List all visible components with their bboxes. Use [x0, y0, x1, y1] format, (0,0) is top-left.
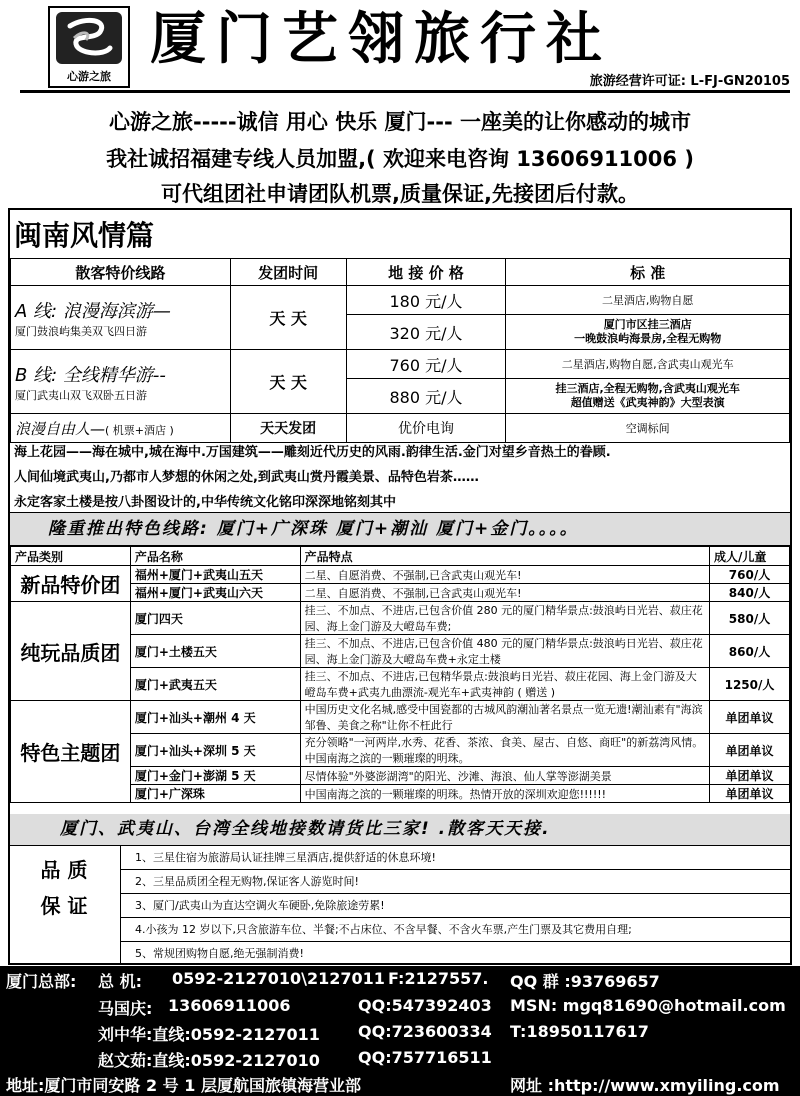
product-name: 厦门+武夷五天 [130, 668, 300, 701]
quality-item: 1、三星住宿为旅游局认证挂牌三星酒店,提供舒适的休息环境! [121, 846, 791, 870]
line-b-time: 天 天 [230, 350, 346, 414]
line-a-sub: 厦门鼓浪屿集美双飞四日游 [15, 324, 147, 338]
featured-routes-banner: 隆重推出特色线路: 厦门+广深珠 厦门+潮汕 厦门+金门。。。。 [10, 512, 790, 546]
header-route: 散客特价线路 [11, 259, 231, 286]
contact-1-name: 马国庆: [98, 999, 153, 1018]
company-name: 厦门艺翎旅行社 [150, 7, 612, 72]
description-1: 海上花园——海在城中,城在海中.万国建筑——雕刻近代历史的风雨.韵律生活.金门对望乡音热土的眷顾. [14, 445, 611, 460]
line-a-price-1: 180 元/人 [346, 286, 506, 315]
hq-label: 厦门总部: [6, 972, 77, 991]
contact-footer [0, 966, 800, 1096]
product-price: 单团单议 [710, 767, 790, 785]
contact-3-phone[interactable]: 赵文茹:直线:0592-2127010 [98, 1051, 320, 1070]
free-time: 天天发团 [230, 414, 346, 443]
main-phone[interactable]: 0592-2127010\2127011 [172, 969, 385, 988]
product-price: 760/人 [710, 566, 790, 584]
contact-2-mobile[interactable]: T:18950117617 [510, 1022, 649, 1041]
contact-1-phone[interactable]: 13606911006 [168, 996, 291, 1015]
product-name: 厦门+土楼五天 [130, 635, 300, 668]
product-feature: 中国历史文化名城,感受中国瓷都的古城风韵潮汕著名景点一览无遗!潮汕素有"海滨邹鲁、美食之称"让你不枉此行 [300, 701, 709, 734]
category-new: 新品特价团 [11, 566, 131, 602]
product-price: 单团单议 [710, 734, 790, 767]
header-standard: 标 准 [506, 259, 790, 286]
category-quality: 纯玩品质团 [11, 602, 131, 701]
quality-item: 3、厦门/武夷山为直达空调火车硬卧,免除旅途劳累! [121, 894, 791, 918]
slogan-line-2: 我社诚招福建专线人员加盟,( 欢迎来电咨询 13606911006 ) [106, 147, 694, 171]
contact-1-qq: QQ:547392403 [358, 996, 492, 1015]
line-a-price-2: 320 元/人 [346, 315, 506, 350]
line-b-standard-1: 二星酒店,购物自愿,含武夷山观光车 [506, 350, 790, 379]
header-features: 产品特点 [300, 547, 709, 566]
product-feature: 二星、自愿消费、不强制,已含武夷山观光车! [300, 584, 709, 602]
line-a-title: A 线: 浪漫海滨游— [15, 300, 171, 322]
product-feature: 充分领略"一河两岸,水秀、花香、茶浓、食美、屋古、自悠、商旺"的新荔湾风情。中国南海之滨的一颗璀璨的明珠。 [300, 734, 709, 767]
contact-2-qq: QQ:723600334 [358, 1022, 492, 1041]
quality-label-line-1: 品 质 [40, 858, 88, 882]
route-price-table [10, 258, 790, 443]
address: 地址:厦门市同安路 2 号 1 层厦航国旅镇海营业部 [6, 1076, 361, 1095]
free-sub: ( 机票+酒店 ) [105, 423, 174, 437]
line-b-sub: 厦门武夷山双飞双卧五日游 [15, 388, 147, 402]
product-name: 厦门+汕头+深圳 5 天 [130, 734, 300, 767]
line-a-cell [11, 286, 231, 350]
line-b-title: B 线: 全线精华游-- [15, 364, 166, 386]
line-b-price-1: 760 元/人 [346, 350, 506, 379]
header-adult-child: 成人/儿童 [710, 547, 790, 566]
product-feature: 尽情体验"外婆澎湖湾"的阳光、沙滩、海浪、仙人掌等澎湖美景 [300, 767, 709, 785]
product-name: 厦门+广深珠 [130, 785, 300, 803]
quality-item: 5、常规团购物自愿,绝无强制消费! [135, 947, 304, 960]
product-feature: 挂三、不加点、不进店,已包含价值 480 元的厦门精华景点:鼓浪屿日光岩、菽庄花园、海上金门游及大嶝岛车费+永定土楼 [300, 635, 709, 668]
product-name: 厦门+汕头+潮州 4 天 [130, 701, 300, 734]
description-2: 人间仙境武夷山,乃都市人梦想的休闲之处,到武夷山赏丹霞美景、品特色岩茶…… [14, 470, 479, 485]
header-category: 产品类别 [11, 547, 131, 566]
product-price: 580/人 [710, 602, 790, 635]
product-table [10, 546, 790, 803]
line-a-standard-1: 二星酒店,购物自愿 [506, 286, 790, 315]
line-b-cell [11, 350, 231, 414]
free-cell [11, 414, 231, 443]
msn-contact[interactable]: MSN: mgq81690@hotmail.com [510, 996, 786, 1015]
header-price: 地 接 价 格 [346, 259, 506, 286]
qq-group: QQ 群 :93769657 [510, 972, 660, 991]
logo [48, 6, 130, 88]
category-theme: 特色主题团 [11, 701, 131, 803]
compare-prices-banner: 厦门、武夷山、台湾全线地接数请货比三家! .散客天天接. [10, 814, 790, 846]
contact-3-qq: QQ:757716511 [358, 1048, 492, 1067]
quality-item: 2、三星品质团全程无购物,保证客人游览时间! [121, 870, 791, 894]
line-a-standard-2: 厦门市区挂三酒店 一晚鼓浪屿海景房,全程无购物 [506, 315, 790, 350]
line-b-price-2: 880 元/人 [346, 379, 506, 414]
slogan-line-3: 可代组团社申请团队机票,质量保证,先接团后付款。 [161, 182, 639, 206]
product-name: 厦门四天 [130, 602, 300, 635]
logo-mark-icon [56, 12, 122, 64]
description-3: 永定客家土楼是按八卦图设计的,中华传统文化铭印深深地铭刻其中 [14, 495, 396, 510]
contact-2-phone[interactable]: 刘中华:直线:0592-2127011 [98, 1025, 320, 1044]
product-feature: 挂三、不加点、不进店,已包含价值 280 元的厦门精华景点:鼓浪屿日光岩、菽庄花园、海上金门游及大嶝岛车费; [300, 602, 709, 635]
tel-label: 总 机: [98, 972, 142, 991]
product-name: 福州+厦门+武夷山五天 [130, 566, 300, 584]
product-name: 厦门+金门+澎湖 5 天 [130, 767, 300, 785]
website-link[interactable]: 网址 :http://www.xmyiling.com [510, 1076, 780, 1095]
quality-item: 4.小孩为 12 岁以下,只含旅游车位、半餐;不占床位、不含早餐、不含火车票,产生门票及其它费用自理; [121, 918, 791, 942]
license-number: 旅游经营许可证: L-FJ-GN20105 [589, 74, 790, 89]
slogan-line-1: 心游之旅-----诚信 用心 快乐 厦门--- 一座美的让你感动的城市 [109, 110, 691, 134]
product-price: 单团单议 [710, 701, 790, 734]
line-b-standard-2: 挂三酒店,全程无购物,含武夷山观光车 超值赠送《武夷神韵》大型表演 [506, 379, 790, 414]
product-price: 单团单议 [710, 785, 790, 803]
product-feature: 中国南海之滨的一颗璀璨的明珠。热情开放的深圳欢迎您!!!!!! [300, 785, 709, 803]
product-name: 福州+厦门+武夷山六天 [130, 584, 300, 602]
free-standard: 空调标间 [506, 414, 790, 443]
product-feature: 二星、自愿消费、不强制,已含武夷山观光车! [300, 566, 709, 584]
free-title: 浪漫自由人— [15, 419, 106, 438]
free-price: 优价电询 [346, 414, 506, 443]
product-price: 860/人 [710, 635, 790, 668]
header-product-name: 产品名称 [130, 547, 300, 566]
header-divider [20, 90, 790, 93]
product-feature: 挂三、不加点、不进店,已包精华景点:鼓浪屿日光岩、菽庄花园、海上金门游及大嶝岛车费+武夷九曲漂流-观光车+武夷神韵 ( 赠送 ) [300, 668, 709, 701]
header-time: 发团时间 [230, 259, 346, 286]
quality-list [120, 846, 791, 963]
fax-number: F:2127557. [388, 969, 489, 988]
logo-text: 心游之旅 [67, 70, 111, 83]
product-price: 840/人 [710, 584, 790, 602]
quality-label-line-2: 保 证 [40, 894, 88, 918]
section-title: 闽南风情篇 [14, 219, 155, 252]
line-a-time: 天 天 [230, 286, 346, 350]
quality-label [14, 852, 114, 924]
product-price: 1250/人 [710, 668, 790, 701]
